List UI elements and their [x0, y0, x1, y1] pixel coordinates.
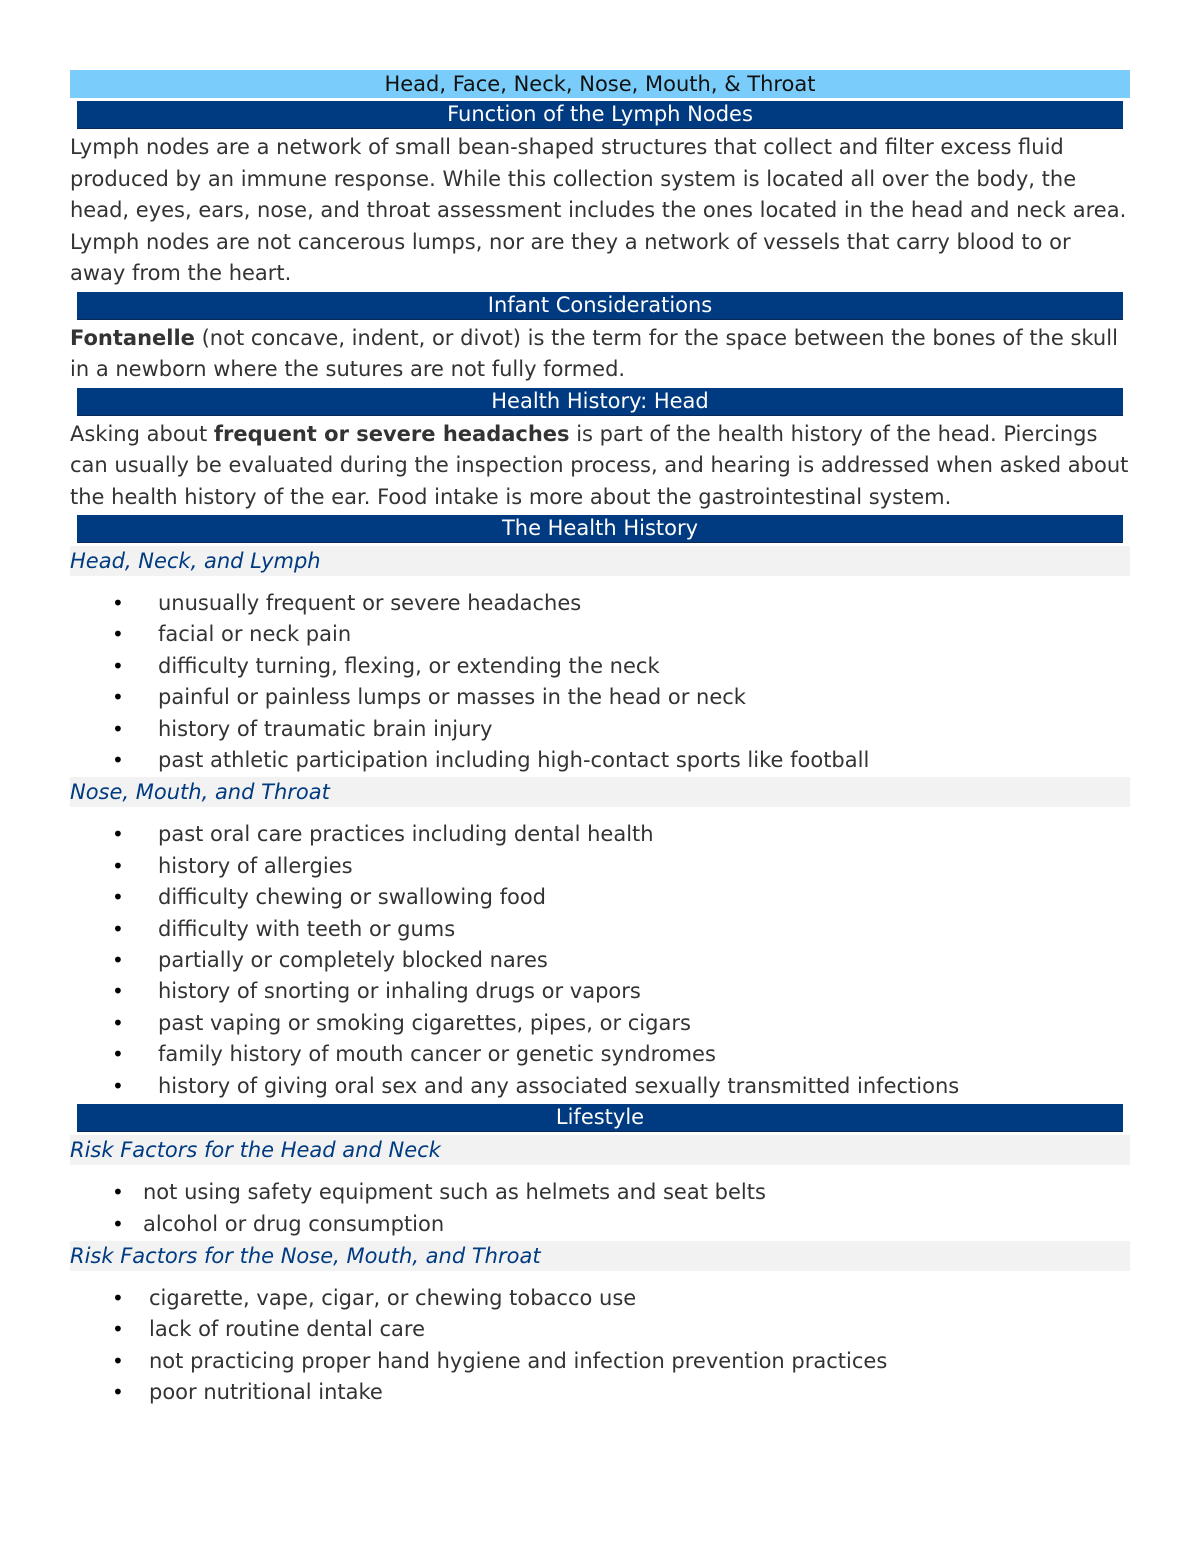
bullet-icon: •: [112, 591, 124, 615]
bullet-icon: •: [112, 822, 124, 847]
list-item-text: facial or neck pain: [158, 622, 352, 647]
list-item: [70, 1283, 1130, 1314]
bullet-icon: •: [112, 685, 124, 710]
bullet-icon: •: [112, 1042, 124, 1067]
bullet-icon: •: [112, 622, 124, 647]
list-item: [70, 1071, 1130, 1102]
infant-paragraph: [70, 323, 1130, 386]
fontanelle-term: Fontanelle: [70, 325, 195, 350]
list-item: [70, 914, 1130, 945]
list-head-neck-lymph: [70, 588, 1130, 776]
bullet-icon: •: [112, 1285, 124, 1310]
section-heading-lifestyle: Lifestyle: [77, 1104, 1123, 1132]
bullet-icon: •: [112, 653, 124, 678]
list-item-text: alcohol or drug consumption: [143, 1211, 445, 1236]
list-item: [70, 745, 1130, 776]
section-heading-health-history-head: Health History: Head: [77, 388, 1123, 416]
section-heading-the-health-history: The Health History: [77, 515, 1123, 543]
list-item: [70, 714, 1130, 745]
hh-lead-text: Asking about: [70, 421, 214, 446]
document-page: [70, 70, 1130, 1409]
bullet-icon: •: [112, 979, 124, 1004]
bullet-icon: •: [112, 916, 124, 941]
bullet-icon: •: [112, 1073, 124, 1098]
list-item: [70, 819, 1130, 850]
list-item: [70, 1177, 1130, 1208]
list-item: [70, 682, 1130, 713]
list-item: [70, 1008, 1130, 1039]
list-item-text: history of snorting or inhaling drugs or vapors: [158, 979, 641, 1004]
list-item-text: history of traumatic brain injury: [158, 716, 493, 741]
list-item: [70, 651, 1130, 682]
list-item-text: past athletic participation including high-contact sports like football: [158, 748, 870, 773]
list-item-text: difficulty chewing or swallowing food: [158, 885, 546, 910]
lymph-paragraph-2: Lymph nodes are not cancerous lumps, nor are they a network of vessels that carry blood to or away from the heart.: [70, 229, 1071, 285]
list-item: [70, 945, 1130, 976]
list-nose-mouth-throat: [70, 819, 1130, 1102]
bullet-icon: •: [112, 948, 124, 973]
list-risk-nose-mouth-throat: [70, 1283, 1130, 1409]
list-item: [70, 882, 1130, 913]
subheading-head-neck-lymph: Head, Neck, and Lymph: [70, 546, 1130, 576]
list-item-text: family history of mouth cancer or genetic syndromes: [158, 1042, 716, 1067]
list-item: [70, 1314, 1130, 1345]
list-risk-head-neck: [70, 1177, 1130, 1240]
health-history-head-paragraph: [70, 419, 1130, 514]
bullet-icon: •: [112, 885, 124, 910]
document-title: Head, Face, Neck, Nose, Mouth, & Throat: [70, 70, 1130, 98]
lymph-paragraph-1: Lymph nodes are a network of small bean-shaped structures that collect and filter excess fluid produced by an immune response. While this collection system is located all over the body, the head, eyes, ears, nose, and throat assessment includes the ones located in the head and neck area.: [70, 135, 1127, 222]
list-item-text: past vaping or smoking cigarettes, pipes, or cigars: [158, 1010, 691, 1035]
list-item: [70, 976, 1130, 1007]
infant-text: (not concave, indent, or divot) is the term for the space between the bones of the skull in a newborn where the sutures are not fully formed.: [70, 325, 1118, 381]
bullet-icon: •: [112, 1380, 124, 1405]
list-item-text: not using safety equipment such as helmets and seat belts: [143, 1180, 766, 1205]
subheading-risk-nose-mouth-throat: Risk Factors for the Nose, Mouth, and Throat: [70, 1241, 1130, 1271]
bullet-icon: •: [112, 853, 124, 878]
list-item-text: difficulty with teeth or gums: [158, 916, 456, 941]
subheading-nose-mouth-throat: Nose, Mouth, and Throat: [70, 777, 1130, 807]
section-heading-infant: Infant Considerations: [77, 292, 1123, 320]
list-item-text: unusually frequent or severe headaches: [158, 591, 582, 615]
list-item: [70, 588, 1130, 619]
subheading-risk-head-neck: Risk Factors for the Head and Neck: [70, 1135, 1130, 1165]
bullet-icon: •: [112, 1348, 124, 1373]
list-item-text: painful or painless lumps or masses in the head or neck: [158, 685, 746, 710]
list-item-text: partially or completely blocked nares: [158, 948, 548, 973]
list-item: [70, 1209, 1130, 1240]
list-item-text: cigarette, vape, cigar, or chewing tobacco use: [149, 1285, 637, 1310]
bullet-icon: •: [112, 1211, 124, 1236]
hh-bold-text: frequent or severe headaches: [213, 421, 570, 446]
list-item: [70, 619, 1130, 650]
list-item-text: poor nutritional intake: [149, 1380, 383, 1405]
list-item-text: not practicing proper hand hygiene and infection prevention practices: [149, 1348, 888, 1373]
bullet-icon: •: [112, 1317, 124, 1342]
bullet-icon: •: [112, 1180, 124, 1205]
list-item-text: difficulty turning, flexing, or extending the neck: [158, 653, 660, 678]
section-heading-lymph-nodes: Function of the Lymph Nodes: [77, 101, 1123, 129]
list-item: [70, 1039, 1130, 1070]
list-item-text: history of allergies: [158, 853, 353, 878]
bullet-icon: •: [112, 1010, 124, 1035]
bullet-icon: •: [112, 716, 124, 741]
list-item-text: lack of routine dental care: [149, 1317, 425, 1342]
hh-rest-text: is part of the health history of the head. Piercings can usually be evaluated during the inspection process, and hearing is addressed when asked about the health history of the ear. Food intake is more about the gastrointestinal system.: [70, 421, 1129, 509]
list-item: [70, 1377, 1130, 1408]
bullet-icon: •: [112, 748, 124, 773]
list-item: [70, 1346, 1130, 1377]
list-item: [70, 851, 1130, 882]
list-item-text: past oral care practices including dental health: [158, 822, 654, 847]
list-item-text: history of giving oral sex and any associated sexually transmitted infections: [158, 1073, 960, 1098]
